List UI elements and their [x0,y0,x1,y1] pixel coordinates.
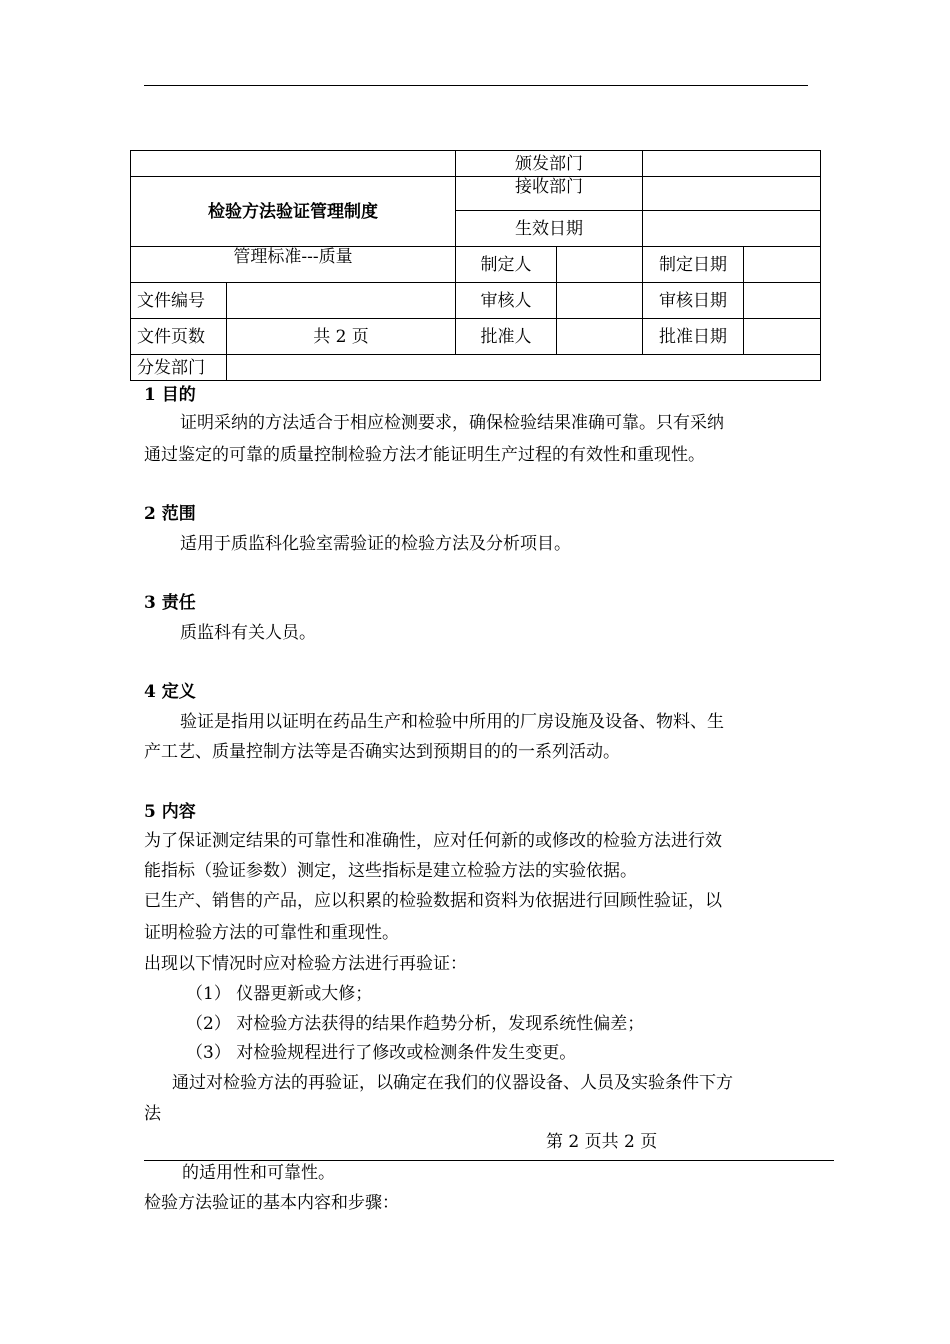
reviewer-value [557,283,643,319]
review-date-value [744,283,821,319]
section-5-paragraph-line: 法 [144,1104,161,1124]
drafter-value [557,247,643,283]
approval-date-label: 批准日期 [643,319,744,355]
page-count-value: 共 2 页 [227,319,456,355]
section-5-paragraph-line: 出现以下情况时应对检验方法进行再验证： [144,954,467,974]
draft-date-label: 制定日期 [643,247,744,283]
section-5-paragraph-line: 证明检验方法的可靠性和重现性。 [144,923,399,943]
section-1-heading: 1 目的 [144,385,196,405]
section-5-paragraph-line: 已生产、销售的产品，应以积累的检验数据和资料为依据进行回顾性验证，以 [144,891,722,911]
document-title: 检验方法验证管理制度 [131,177,456,247]
section-4-heading: 4 定义 [144,682,196,702]
document-header-table [130,150,821,381]
header-row-category [131,247,821,283]
distribution-label: 分发部门 [131,355,227,381]
header-row-issuing [131,151,821,177]
review-date-label: 审核日期 [643,283,744,319]
doc-number-value [227,283,456,319]
section-1-paragraph-line: 通过鉴定的可靠的质量控制检验方法才能证明生产过程的有效性和重现性。 [144,445,705,465]
section-5-paragraph-line: 能指标（验证参数）测定，这些指标是建立检验方法的实验依据。 [144,861,637,881]
header-row-pages [131,319,821,355]
section-5-heading: 5 内容 [144,802,196,822]
section-1-paragraph-line: 证明采纳的方法适合于相应检测要求，确保检验结果准确可靠。只有采纳 [180,413,724,433]
effective-date-label: 生效日期 [456,211,643,247]
drafter-label: 制定人 [456,247,557,283]
top-rule [144,85,808,86]
header-row-distribution [131,355,821,381]
document-category: 管理标准---质量 [131,247,456,283]
distribution-value [227,355,821,381]
blank-cell [131,151,456,177]
section-5-paragraph-line: 的适用性和可靠性。 [182,1163,335,1183]
reviewer-label: 审核人 [456,283,557,319]
section-5-list-item: （1） 仪器更新或大修； [186,984,373,1004]
page-break-rule [144,1160,834,1161]
approval-date-value [744,319,821,355]
approver-label: 批准人 [456,319,557,355]
section-5-list-item: （2） 对检验方法获得的结果作趋势分析，发现系统性偏差； [186,1014,645,1034]
section-4-paragraph-line: 产工艺、质量控制方法等是否确实达到预期目的的一系列活动。 [144,742,620,762]
receiving-dept-value [643,177,821,211]
page-footer-number: 第 2 页共 2 页 [546,1132,658,1152]
issuing-dept-value [643,151,821,177]
approver-value [557,319,643,355]
doc-number-label: 文件编号 [131,283,227,319]
section-2-paragraph-line: 适用于质监科化验室需验证的检验方法及分析项目。 [180,534,571,554]
section-4-paragraph-line: 验证是指用以证明在药品生产和检验中所用的厂房设施及设备、物料、生 [180,712,724,732]
page-count-label: 文件页数 [131,319,227,355]
section-5-paragraph-line: 通过对检验方法的再验证，以确定在我们的仪器设备、人员及实验条件下方 [172,1073,733,1093]
section-3-heading: 3 责任 [144,593,196,613]
section-5-paragraph-line: 检验方法验证的基本内容和步骤： [144,1193,399,1213]
issuing-dept-label: 颁发部门 [456,151,643,177]
section-2-heading: 2 范围 [144,504,196,524]
draft-date-value [744,247,821,283]
receiving-dept-label: 接收部门 [456,177,643,211]
header-row-docnumber [131,283,821,319]
effective-date-value [643,211,821,247]
section-5-paragraph-line: 为了保证测定结果的可靠性和准确性，应对任何新的或修改的检验方法进行效 [144,831,722,851]
header-row-receiving [131,177,821,211]
section-5-list-item: （3） 对检验规程进行了修改或检测条件发生变更。 [186,1043,577,1063]
section-3-paragraph-line: 质监科有关人员。 [180,623,316,643]
